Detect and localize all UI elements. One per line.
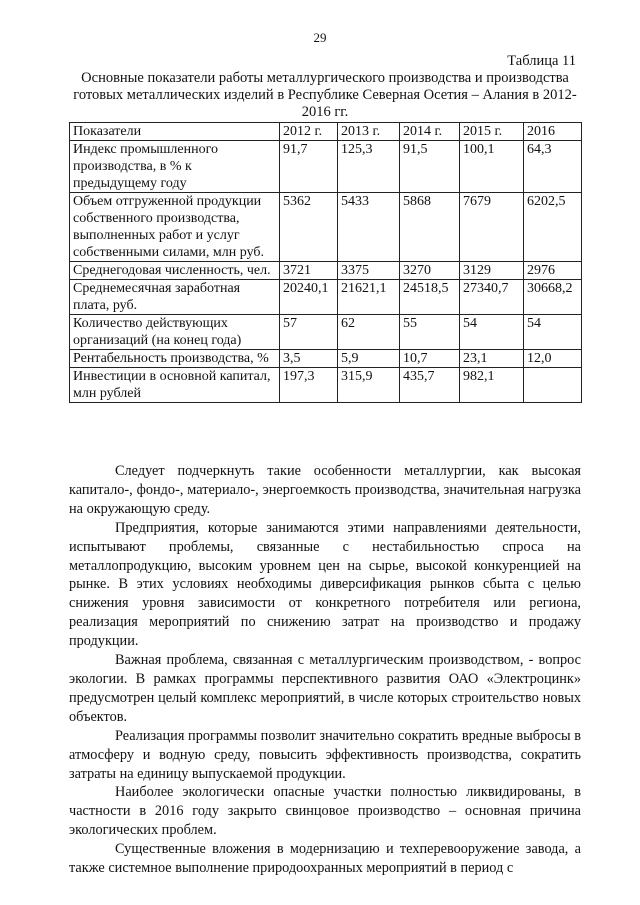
value-cell: 435,7 — [400, 368, 460, 403]
table-row — [70, 141, 582, 193]
value-cell: 100,1 — [460, 141, 524, 193]
paragraph: Предприятия, которые занимаются этими направлениями деятельности, испытывают проблемы, связанные с нестабильностью спроса на металлопродукцию, высоким уровнем цен на сырье, высокой конкуренцией на рынке. В этих условиях необходимы диверсификация рынков сбыта с целью снижения уровня зависимости от конкретного потребителя или региона, реализация мероприятий по снижению затрат на производство и продажу продукции. — [69, 519, 581, 650]
value-cell: 27340,7 — [460, 280, 524, 315]
header-cell: 2012 г. — [280, 123, 338, 141]
indicator-cell: Рентабельность производства, % — [70, 350, 280, 368]
value-cell: 5868 — [400, 193, 460, 262]
paragraph: Следует подчеркнуть такие особенности металлургии, как высокая капитало-, фондо-, материало-, энергоемкость производства, значительная нагрузка на окружающую среду. — [69, 463, 581, 517]
value-cell: 54 — [460, 315, 524, 350]
table-label: Таблица 11 — [507, 53, 576, 69]
paragraph: Реализация программы позволит значительно сократить вредные выбросы в атмосферу и водную среду, повысить эффективность производства, сократить затраты на единицу выпускаемой продукции. — [69, 727, 581, 782]
table-row — [70, 368, 582, 403]
indicator-cell: Объем отгруженной продукции собственного производства, выполненных работ и услуг собственными силами, млн руб. — [70, 193, 280, 262]
value-cell — [524, 368, 582, 403]
indicator-cell: Инвестиции в основной капитал, млн рублей — [70, 368, 280, 403]
paragraph: Наиболее экологически опасные участки полностью ликвидированы, в частности в 2016 году закрыто свинцовое производство – основная причина экологических проблем. — [69, 784, 581, 839]
indicator-cell: Индекс промышленного производства, в % к предыдущему году — [70, 141, 280, 193]
value-cell: 55 — [400, 315, 460, 350]
table-row — [70, 193, 582, 262]
value-cell: 12,0 — [524, 350, 582, 368]
value-cell: 24518,5 — [400, 280, 460, 315]
header-cell: 2015 г. — [460, 123, 524, 141]
value-cell: 7679 — [460, 193, 524, 262]
table-row — [70, 315, 582, 350]
value-cell: 5433 — [338, 193, 400, 262]
value-cell: 20240,1 — [280, 280, 338, 315]
value-cell: 23,1 — [460, 350, 524, 368]
value-cell: 62 — [338, 315, 400, 350]
table-title: Основные показатели работы металлургического производства и производства готовых металлических изделий в Республике Северная Осетия – Алания в 2012-2016 гг. — [73, 70, 577, 120]
body-text — [69, 462, 581, 878]
value-cell: 54 — [524, 315, 582, 350]
value-cell: 64,3 — [524, 141, 582, 193]
paragraph: Важная проблема, связанная с металлургическим производством, - вопрос экологии. В рамках программы перспективного развития ОАО «Электроцинк» предусмотрен целый комплекс мероприятий, в числе которых строительство новых объектов. — [69, 652, 581, 725]
value-cell: 5362 — [280, 193, 338, 262]
value-cell: 125,3 — [338, 141, 400, 193]
value-cell: 315,9 — [338, 368, 400, 403]
indicator-cell: Среднегодовая численность, чел. — [70, 262, 280, 280]
value-cell: 3721 — [280, 262, 338, 280]
page-number: 29 — [313, 30, 327, 45]
indicator-cell: Среднемесячная заработная плата, руб. — [70, 280, 280, 315]
value-cell: 21621,1 — [338, 280, 400, 315]
value-cell: 3270 — [400, 262, 460, 280]
value-cell: 30668,2 — [524, 280, 582, 315]
header-cell: 2014 г. — [400, 123, 460, 141]
header-cell: 2016 — [524, 123, 582, 141]
value-cell: 6202,5 — [524, 193, 582, 262]
indicator-cell: Количество действующих организаций (на конец года) — [70, 315, 280, 350]
table-row — [70, 280, 582, 315]
table-row — [70, 350, 582, 368]
value-cell: 3129 — [460, 262, 524, 280]
value-cell: 982,1 — [460, 368, 524, 403]
value-cell: 5,9 — [338, 350, 400, 368]
value-cell: 91,7 — [280, 141, 338, 193]
table-header-row — [70, 123, 582, 141]
value-cell: 91,5 — [400, 141, 460, 193]
value-cell: 3375 — [338, 262, 400, 280]
value-cell: 2976 — [524, 262, 582, 280]
table-row — [70, 262, 582, 280]
paragraph: Существенные вложения в модернизацию и техперевооружение завода, а также системное выполнение природоохранных мероприятий в период с — [69, 841, 581, 877]
header-cell: Показатели — [70, 123, 280, 141]
value-cell: 3,5 — [280, 350, 338, 368]
value-cell: 197,3 — [280, 368, 338, 403]
value-cell: 10,7 — [400, 350, 460, 368]
indicators-table — [69, 122, 582, 403]
value-cell: 57 — [280, 315, 338, 350]
header-cell: 2013 г. — [338, 123, 400, 141]
